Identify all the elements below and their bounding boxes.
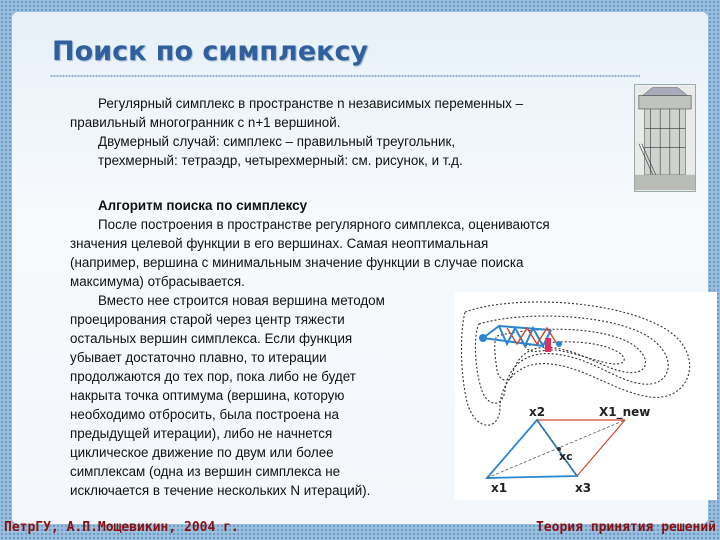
intro-line-2: правильный многогранник с n+1 вершиной.	[70, 115, 341, 130]
p2-line: предыдущей итерации), либо не начнется	[70, 426, 333, 441]
p2-line: проецирования старой через центр тяжести	[70, 312, 345, 327]
footer-author: ПетрГУ, А.П.Мощевикин, 2004 г.	[4, 520, 239, 535]
slide-title: Поиск по симплексу	[52, 36, 369, 67]
label-xc: xc	[559, 450, 573, 463]
p2-line: остальных вершин симплекса. Если функция	[70, 331, 353, 346]
p2-line: необходимо отбросить, была построена на	[70, 407, 340, 422]
p2-line: исключается в течение нескольких N итераций).	[70, 483, 371, 498]
algorithm-title: Алгоритм поиска по симплексу	[98, 198, 308, 213]
algorithm-p1-line-3: (например, вершина с минимальным значение функции в случае поиска	[70, 255, 524, 270]
p2-line: циклическое движение по двум или более	[70, 445, 334, 460]
label-x3: x3	[575, 481, 592, 495]
footer-course: Теория принятия решений	[535, 520, 716, 535]
intro-paragraph	[70, 94, 630, 170]
p2-line: симплексам (одна из вершин симплекса не	[70, 464, 341, 479]
label-x1: x1	[491, 481, 508, 495]
label-x-new: X1_new	[599, 405, 651, 419]
simplex-diagram	[455, 292, 717, 500]
intro-line-3: Двумерный случай: симплекс – правильный треугольник,	[98, 134, 456, 149]
intro-line-4: трехмерный: тетраэдр, четырехмерный: см. рисунок, и т.д.	[98, 153, 463, 168]
algorithm-section	[70, 196, 650, 291]
intro-line-1: Регулярный симплекс в пространстве n независимых переменных –	[98, 96, 524, 111]
algorithm-p1-line-4: максимума) отбрасывается.	[70, 274, 245, 289]
p2-line: накрыта точка оптимума (вершина, которую	[70, 388, 345, 403]
p2-line: Вместо нее строится новая вершина методом	[98, 293, 385, 308]
label-x2: x2	[529, 405, 546, 419]
algorithm-p1-line-1: После построения в пространстве регулярного симплекса, оцениваются	[98, 217, 550, 232]
algorithm-p1-line-2: значения целевой функции в его вершинах. Самая неоптимальная	[70, 236, 489, 251]
p2-line: продолжаются до тех пор, пока либо не будет	[70, 369, 356, 384]
p2-line: убывает достаточно плавно, то итерации	[70, 350, 327, 365]
title-divider	[50, 74, 640, 78]
algorithm-paragraph-2	[70, 291, 455, 500]
escher-tower-image	[634, 84, 696, 192]
